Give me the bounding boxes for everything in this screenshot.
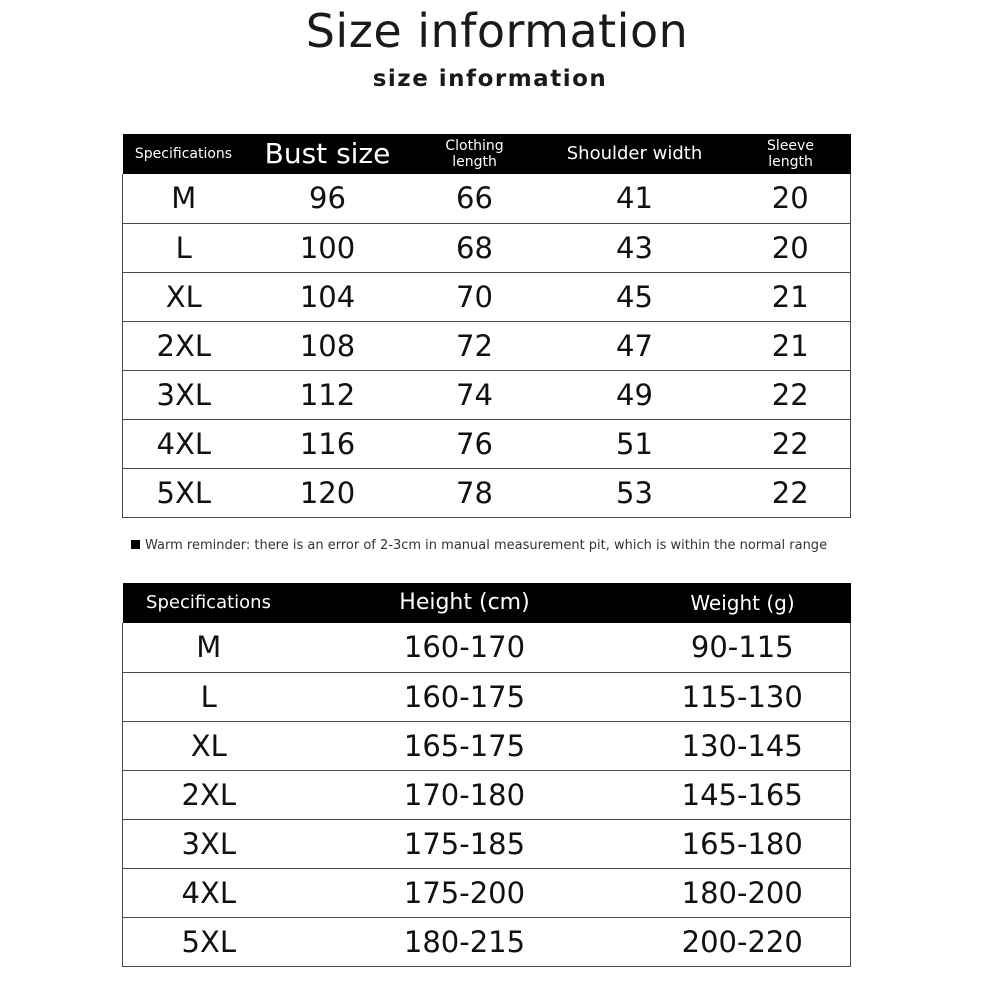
table-row [123,468,851,517]
size-cell: M [123,174,245,223]
size-cell: 4XL [123,419,245,468]
shoulder-cell: 41 [539,174,731,223]
weight-cell: 200-220 [635,917,851,966]
table-row [123,819,851,868]
length-cell: 74 [411,370,539,419]
sleeve-cell: 22 [731,468,851,517]
shoulder-cell: 43 [539,223,731,272]
weight-cell: 145-165 [635,770,851,819]
sleeve-cell: 22 [731,419,851,468]
column-header-bust-size: Bust size [245,134,411,174]
bust-cell: 112 [245,370,411,419]
table-header-row [123,583,851,623]
size-cell: L [123,672,295,721]
size-cell: XL [123,272,245,321]
bust-cell: 96 [245,174,411,223]
bust-cell: 104 [245,272,411,321]
table-row [123,868,851,917]
page-subtitle: size information [372,66,608,92]
weight-cell: 90-115 [635,623,851,672]
height-cell: 165-175 [295,721,635,770]
height-cell: 180-215 [295,917,635,966]
size-measurement-table [122,134,851,518]
shoulder-cell: 53 [539,468,731,517]
table-row [123,672,851,721]
square-bullet-icon [131,540,140,549]
size-cell: 2XL [123,321,245,370]
table-row [123,721,851,770]
height-cell: 175-200 [295,868,635,917]
weight-cell: 130-145 [635,721,851,770]
page-title: Size information [305,4,689,58]
table-header-row [123,134,851,174]
size-cell: 3XL [123,819,295,868]
table-row [123,321,851,370]
size-cell: XL [123,721,295,770]
bust-cell: 116 [245,419,411,468]
column-header-weight: Weight (g) [635,583,851,623]
shoulder-cell: 45 [539,272,731,321]
size-cell: M [123,623,295,672]
height-cell: 160-170 [295,623,635,672]
column-header-sleeve-length: Sleeve length [731,134,851,174]
column-header-height: Height (cm) [295,583,635,623]
height-cell: 160-175 [295,672,635,721]
sleeve-cell: 21 [731,272,851,321]
weight-cell: 165-180 [635,819,851,868]
table-row [123,223,851,272]
column-header-specifications: Specifications [123,134,245,174]
bust-cell: 100 [245,223,411,272]
table-row [123,917,851,966]
table-row [123,272,851,321]
length-cell: 70 [411,272,539,321]
sleeve-cell: 22 [731,370,851,419]
weight-cell: 115-130 [635,672,851,721]
shoulder-cell: 49 [539,370,731,419]
size-cell: L [123,223,245,272]
column-header-specifications: Specifications [123,583,295,623]
weight-cell: 180-200 [635,868,851,917]
table-row [123,370,851,419]
bust-cell: 108 [245,321,411,370]
length-cell: 78 [411,468,539,517]
warm-reminder-text: Warm reminder: there is an error of 2-3cm in manual measurement pit, which is within the normal range [145,538,828,553]
sleeve-cell: 20 [731,223,851,272]
length-cell: 68 [411,223,539,272]
size-cell: 4XL [123,868,295,917]
height-cell: 170-180 [295,770,635,819]
table-row [123,174,851,223]
table-row [123,419,851,468]
size-cell: 2XL [123,770,295,819]
column-header-clothing-length: Clothing length [411,134,539,174]
sleeve-cell: 21 [731,321,851,370]
shoulder-cell: 47 [539,321,731,370]
height-cell: 175-185 [295,819,635,868]
size-cell: 5XL [123,917,295,966]
size-cell: 5XL [123,468,245,517]
length-cell: 66 [411,174,539,223]
column-header-shoulder-width: Shoulder width [539,134,731,174]
size-cell: 3XL [123,370,245,419]
warm-reminder-note [131,538,827,553]
length-cell: 72 [411,321,539,370]
length-cell: 76 [411,419,539,468]
height-weight-table [122,583,851,967]
shoulder-cell: 51 [539,419,731,468]
table-row [123,623,851,672]
table-row [123,770,851,819]
sleeve-cell: 20 [731,174,851,223]
bust-cell: 120 [245,468,411,517]
